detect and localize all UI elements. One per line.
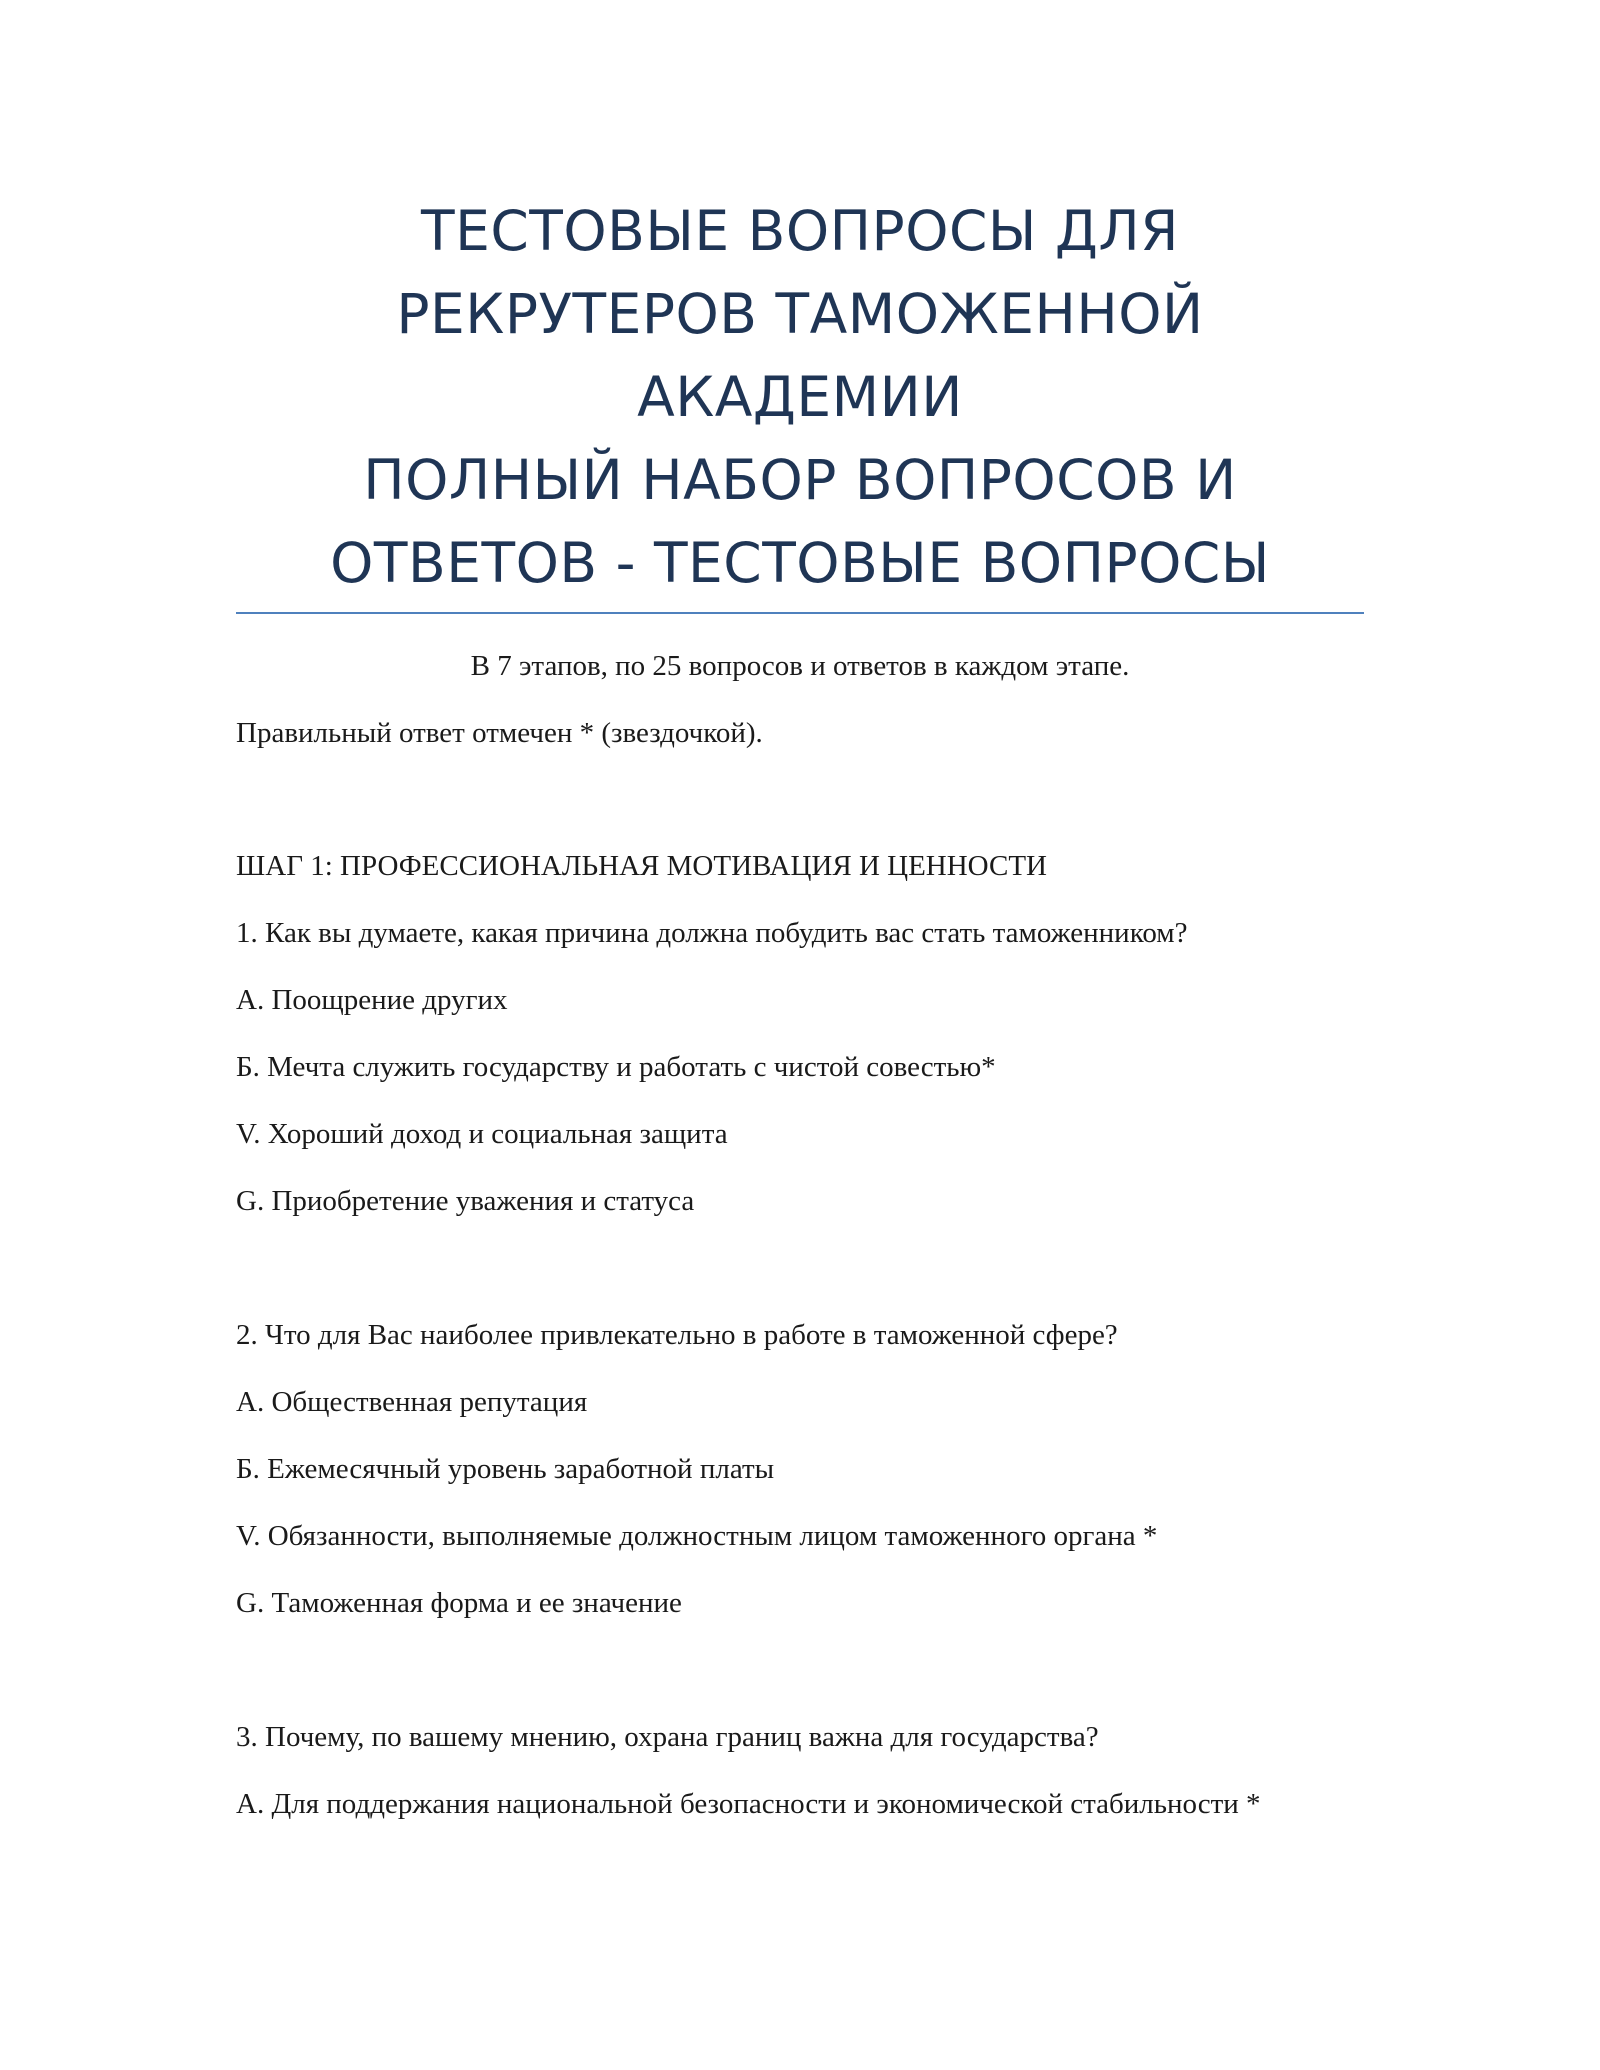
answer-option: G. Таможенная форма и ее значение [236, 1587, 682, 1619]
title-divider [236, 612, 1364, 614]
answer-option: Б. Мечта служить государству и работать с чистой совестью* [236, 1051, 996, 1083]
answer-option: А. Поощрение других [236, 984, 508, 1016]
answer-option: V. Обязанности, выполняемые должностным лицом таможенного органа * [236, 1520, 1158, 1552]
answer-option: А. Общественная репутация [236, 1386, 588, 1418]
intro-text: В 7 этапов, по 25 вопросов и ответов в каждом этапе. [470, 650, 1130, 682]
title-line: ТЕСТОВЫЕ ВОПРОСЫ ДЛЯ [421, 199, 1179, 263]
answer-option: V. Хороший доход и социальная защита [236, 1118, 728, 1150]
document-title [236, 190, 1364, 605]
title-line: ПОЛНЫЙ НАБОР ВОПРОСОВ И [363, 448, 1237, 512]
title-line: ОТВЕТОВ - ТЕСТОВЫЕ ВОПРОСЫ [330, 531, 1270, 595]
title-line: РЕКРУТЕРОВ ТАМОЖЕННОЙ [396, 282, 1204, 346]
answer-option: А. Для поддержания национальной безопасности и экономической стабильности * [236, 1788, 1261, 1820]
question-text: 1. Как вы думаете, какая причина должна побудить вас стать таможенником? [236, 917, 1188, 949]
answer-option: G. Приобретение уважения и статуса [236, 1185, 695, 1217]
title-line: АКАДЕМИИ [637, 365, 963, 429]
question-text: 3. Почему, по вашему мнению, охрана границ важна для государства? [236, 1721, 1099, 1753]
answer-option: Б. Ежемесячный уровень заработной платы [236, 1453, 775, 1485]
question-text: 2. Что для Вас наиболее привлекательно в работе в таможенной сфере? [236, 1319, 1118, 1351]
step-heading: ШАГ 1: ПРОФЕССИОНАЛЬНАЯ МОТИВАЦИЯ И ЦЕННОСТИ [236, 850, 1047, 882]
note-text: Правильный ответ отмечен * (звездочкой). [236, 717, 763, 749]
